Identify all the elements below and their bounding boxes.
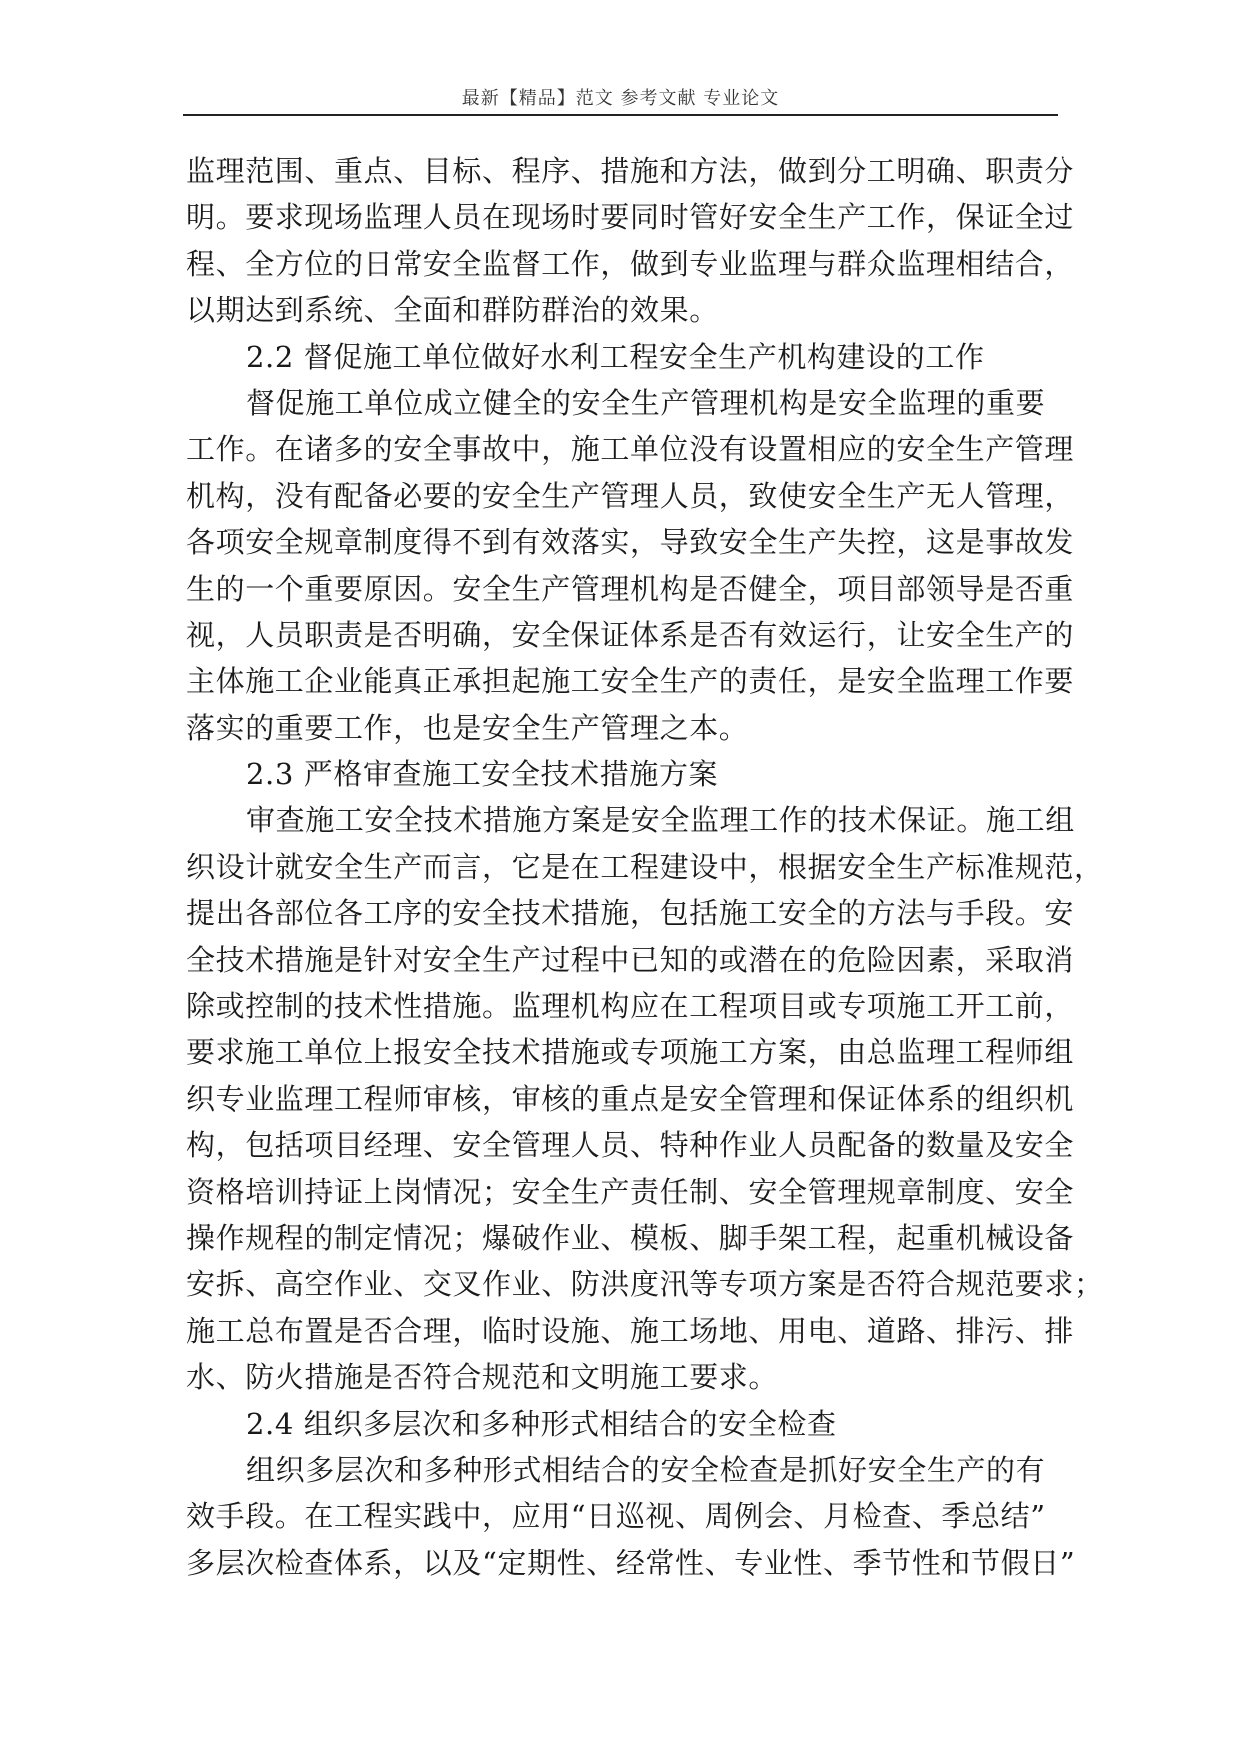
text-line: 提出各部位各工序的安全技术措施，包括施工安全的方法与手段。安 bbox=[186, 896, 1075, 931]
text-line: 各项安全规章制度得不到有效落实，导致安全生产失控，这是事故发 bbox=[186, 525, 1075, 560]
text-line: 2.4 组织多层次和多种形式相结合的安全检查 bbox=[246, 1406, 837, 1441]
text-line: 施工总布置是否合理，临时设施、施工场地、用电、道路、排污、排 bbox=[186, 1313, 1075, 1348]
text-line: 2.3 严格审查施工安全技术措施方案 bbox=[246, 757, 719, 792]
text-line: 组织多层次和多种形式相结合的安全检查是抓好安全生产的有 bbox=[246, 1452, 1046, 1487]
text-line: 织设计就安全生产而言，它是在工程建设中，根据安全生产标准规范， bbox=[186, 849, 1104, 884]
text-line: 构，包括项目经理、安全管理人员、特种作业人员配备的数量及安全 bbox=[186, 1128, 1075, 1163]
text-line: 明。要求现场监理人员在现场时要同时管好安全生产工作，保证全过 bbox=[186, 200, 1075, 235]
text-line: 织专业监理工程师审核，审核的重点是安全管理和保证体系的组织机 bbox=[186, 1081, 1075, 1116]
page-header: 最新【精品】范文 参考文献 专业论文 bbox=[461, 88, 780, 109]
text-line: 操作规程的制定情况；爆破作业、模板、脚手架工程，起重机械设备 bbox=[186, 1220, 1075, 1255]
text-line: 工作。在诸多的安全事故中，施工单位没有设置相应的安全生产管理 bbox=[186, 432, 1075, 467]
text-line: 资格培训持证上岗情况；安全生产责任制、安全管理规章制度、安全 bbox=[186, 1174, 1075, 1209]
text-line: 主体施工企业能真正承担起施工安全生产的责任，是安全监理工作要 bbox=[186, 664, 1075, 699]
text-line: 要求施工单位上报安全技术措施或专项施工方案，由总监理工程师组 bbox=[186, 1035, 1075, 1070]
text-line: 全技术措施是针对安全生产过程中已知的或潜在的危险因素，采取消 bbox=[186, 942, 1075, 977]
text-line: 2.2 督促施工单位做好水利工程安全生产机构建设的工作 bbox=[246, 339, 985, 374]
text-line: 程、全方位的日常安全监督工作，做到专业监理与群众监理相结合， bbox=[186, 246, 1075, 281]
text-line: 视，人员职责是否明确，安全保证体系是否有效运行，让安全生产的 bbox=[186, 617, 1075, 652]
text-line: 效手段。在工程实践中，应用“日巡视、周例会、月检查、季总结” bbox=[186, 1499, 1046, 1534]
text-line: 审查施工安全技术措施方案是安全监理工作的技术保证。施工组 bbox=[246, 803, 1075, 838]
text-line: 除或控制的技术性措施。监理机构应在工程项目或专项施工开工前， bbox=[186, 989, 1075, 1024]
header-rule bbox=[183, 114, 1058, 116]
text-line: 安拆、高空作业、交叉作业、防洪度汛等专项方案是否符合规范要求； bbox=[186, 1267, 1104, 1302]
text-line: 生的一个重要原因。安全生产管理机构是否健全，项目部领导是否重 bbox=[186, 571, 1075, 606]
text-line: 监理范围、重点、目标、程序、措施和方法，做到分工明确、职责分 bbox=[186, 154, 1075, 188]
text-line: 落实的重要工作，也是安全生产管理之本。 bbox=[186, 710, 749, 745]
text-line: 督促施工单位成立健全的安全生产管理机构是安全监理的重要 bbox=[246, 385, 1046, 420]
document-body bbox=[186, 148, 1104, 1586]
text-line: 机构，没有配备必要的安全生产管理人员，致使安全生产无人管理， bbox=[186, 478, 1075, 513]
text-line: 以期达到系统、全面和群防群治的效果。 bbox=[186, 293, 719, 328]
text-line: 水、防火措施是否符合规范和文明施工要求。 bbox=[186, 1360, 779, 1395]
text-line: 多层次检查体系，以及“定期性、经常性、专业性、季节性和节假日” bbox=[186, 1545, 1076, 1580]
